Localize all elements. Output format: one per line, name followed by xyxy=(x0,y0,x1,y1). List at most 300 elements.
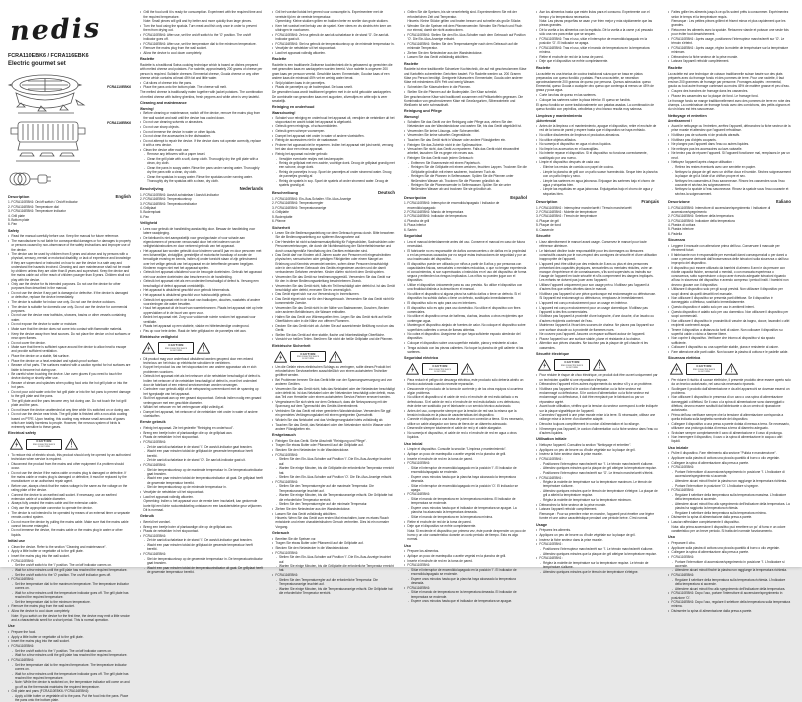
list-item xyxy=(140,227,263,235)
list-marker: • xyxy=(668,54,670,59)
list-item-text: Dompel het apparaat, het netsnoer of de netstekker niet onder in water of andere vloeistoffen. xyxy=(143,409,258,419)
electric-shock-warning-icon xyxy=(538,359,551,371)
list-marker: • xyxy=(536,93,538,98)
list-item-text: Nota: Las piezas pequeñas se asan y se fríen mejor y más rápidamente que las piezas grandes. xyxy=(539,19,653,28)
list-item-text: Reinig de accessoires niet in de vaatwasser. xyxy=(275,138,339,143)
list-marker: 1. xyxy=(668,205,671,210)
list-item-text: Scollegare il prodotto dall'alimentazione e da altri apparecchi se dovesse esserci un problema. xyxy=(671,386,790,395)
list-marker: - xyxy=(672,559,674,564)
list-item-text: Plancha de grill xyxy=(407,218,430,223)
list-marker: - xyxy=(540,569,542,574)
list-marker: • xyxy=(668,386,670,391)
list-marker: - xyxy=(144,565,146,570)
list-item-text: Espere unos minutos hasta que el indicador de temperatura se apague. xyxy=(411,599,513,604)
list-marker: 6. xyxy=(404,227,407,232)
list-item-text: Before use, always check that the mains voltage is the same as the voltage on the rating plate of the device. xyxy=(11,483,128,492)
list-subitem xyxy=(140,152,263,156)
list-item-text: N'utilisez pas d'objets coupants. xyxy=(671,137,717,142)
list-item-text: Connectez l'appareil à une prise murale mise à la terre. Si nécessaire, utilisez une rallonge mise à la terre d'un diamètre adapté. xyxy=(539,413,656,422)
list-marker: • xyxy=(8,461,10,466)
list-item-text: Do not leave the device unattended at any time while it is switched on or during use. xyxy=(11,407,130,412)
list-item-text: Bedek het apparaat niet. Zorg voor voldoende ruimte rondom het apparaat voor ventilatie. xyxy=(143,315,256,324)
list-marker: - xyxy=(408,576,410,581)
list-marker: - xyxy=(672,470,674,475)
list-item xyxy=(8,609,131,613)
list-marker: • xyxy=(8,483,10,488)
list-item-text: Attendez quelques minutes que le témoin de température s'éteigne. La plaque de gril a atteint la température requise. xyxy=(543,489,658,498)
list-item xyxy=(140,405,263,409)
list-item xyxy=(668,287,791,295)
initial-use-heading: Uso inicial xyxy=(404,441,423,446)
list-marker: • xyxy=(404,492,406,497)
list-item xyxy=(668,488,791,492)
list-item xyxy=(536,413,659,421)
list-item xyxy=(140,111,263,119)
list-marker: • xyxy=(668,591,670,596)
list-marker: • xyxy=(668,252,670,257)
list-item-text: Verwenden Sie das Gerät nur bestimmungsgemäß. Verwenden Sie das Gerät nur für den in dieser Bedienungsanleitung beschriebenen Zweck. xyxy=(275,274,391,283)
use-heading: Uso xyxy=(404,543,411,548)
list-item xyxy=(8,520,131,528)
list-subitem xyxy=(140,476,263,484)
list-item-text: Reinig het apparaat. Zie het gedeelte "Reiniging en onderhoud". xyxy=(143,426,234,431)
list-marker: • xyxy=(272,422,274,427)
list-item-text: Prepare the food. xyxy=(11,630,37,635)
list-subitem xyxy=(272,587,395,595)
list-marker: - xyxy=(408,474,410,479)
list-marker: • xyxy=(272,443,274,448)
list-item-text: FCRA110EBK6: Zet na gebruik de aan/uit-schakelaar in de stand 'O'. De aan/uit-indicator gaat uit. xyxy=(275,32,390,42)
list-marker: • xyxy=(668,430,670,435)
list-item-text: Dompel het apparaat niet onder in water of andere vloeistoffen. xyxy=(275,133,365,138)
list-item-text: No utilice el dispositivo si el cable de red o el enchufe de red está dañado o es defectuoso. Si el cable de red o el enchufe de red está dañado o es defectuoso, éste debe ser sustituido por el fabricante o un servicio técnico autorizado. xyxy=(407,395,521,408)
raclette-list xyxy=(404,85,527,94)
list-item-text: Insert the mains plug into the wall socket. xyxy=(11,639,70,644)
list-item xyxy=(536,55,659,59)
list-item xyxy=(404,586,527,590)
list-item-text: Pas op voor hete delen. Raak de hete grillplaat en de pannetjes niet aan. xyxy=(143,328,247,333)
list-item-text: Insérez la fiche secteur dans la prise murale. xyxy=(539,452,603,457)
section-header-spanish xyxy=(404,195,527,201)
list-item xyxy=(272,292,395,296)
list-item xyxy=(404,524,527,528)
list-item-text: Bereiten Sie die Speisen vor. xyxy=(275,536,317,541)
list-item xyxy=(536,306,659,314)
list-item-text: Nota: alla prima accensione il dispositivo può emettere un po' di fumo e un odore caratteristico per un breve periodo. Si tratta del normale funzionamento. xyxy=(671,524,786,533)
list-marker: • xyxy=(668,573,670,578)
figure-label: FCRA116EBK6 xyxy=(107,120,131,125)
list-subitem xyxy=(404,497,527,505)
parts-list xyxy=(668,206,791,236)
list-marker: • xyxy=(272,417,274,422)
list-item-text: Attendere alcuni minuti finché la piastra non raggiunge la temperatura richiesta. xyxy=(675,568,787,573)
raclette-heading: Raclette xyxy=(668,65,683,70)
list-item-text: Desenrolle siempre totalmente el cable de red y el cable alargador. xyxy=(407,426,502,431)
list-item-text: FCRA116EBK6: xyxy=(671,488,695,493)
general-warning-icon xyxy=(197,342,210,354)
list-item-text: Bottom plate xyxy=(11,217,30,222)
list-marker: • xyxy=(404,89,406,94)
caution-line-1: RISK OF ELECTRIC SHOCK xyxy=(428,369,452,372)
list-item xyxy=(272,231,395,239)
list-subitem xyxy=(272,161,395,169)
list-item-text: FCRA116EBK6: xyxy=(275,573,299,578)
list-item xyxy=(272,409,395,417)
list-item xyxy=(8,639,131,643)
list-marker: • xyxy=(140,279,142,284)
list-item xyxy=(536,98,659,102)
list-item xyxy=(140,431,263,435)
description-heading: Description xyxy=(8,193,30,199)
list-item xyxy=(140,426,263,430)
caution-title: CAUTION xyxy=(696,364,712,369)
list-marker: • xyxy=(404,386,406,391)
list-marker: • xyxy=(536,532,538,537)
list-marker: • xyxy=(536,404,538,409)
list-item xyxy=(272,516,395,529)
list-item xyxy=(536,341,659,349)
list-marker: - xyxy=(12,582,14,587)
list-item-text: FCRA116EBK6: xyxy=(407,585,431,590)
list-marker: • xyxy=(668,287,670,292)
list-item-text: Mantenga el dispositivo alejado de fuentes de calor. No coloque el dispositivo sobre superficies calientes o cerca de llamas abiertas. xyxy=(407,323,526,332)
list-item xyxy=(8,359,131,363)
list-marker: • xyxy=(668,456,670,461)
list-item xyxy=(272,306,395,314)
list-marker: - xyxy=(672,577,674,582)
list-marker: • xyxy=(8,558,10,563)
list-item-text: Set the on/off switch to the 'I' position. The on/off indicator comes on. xyxy=(15,563,112,568)
list-subitem xyxy=(272,457,395,465)
list-item xyxy=(404,431,527,439)
list-item-text: Before cleaning or maintenance, switch off the device, remove the mains plug from the wall socket and wait until the device has cooled down. xyxy=(143,111,261,120)
list-item xyxy=(8,577,131,581)
list-item xyxy=(140,374,263,387)
list-marker: • xyxy=(140,50,142,55)
list-item xyxy=(272,546,395,550)
list-item xyxy=(404,24,527,32)
list-subitem xyxy=(404,183,527,191)
list-item-text: Non immergere il dispositivo, il cavo o la spina di alimentazione in acqua o altri liquidi. xyxy=(671,435,783,444)
list-marker: • xyxy=(272,541,274,546)
list-marker: • xyxy=(8,492,10,497)
list-item-text: Corte lonchas de queso en las sartenes. xyxy=(539,93,597,98)
list-marker: - xyxy=(672,501,674,506)
list-item-text: FCRA116EBK6: xyxy=(143,552,167,556)
general-warning-icon xyxy=(593,359,606,371)
list-item-text: Leggere il manuale con attenzione prima dell'uso. Conservare il manuale per riferimenti futuri. xyxy=(671,243,780,253)
list-item xyxy=(404,301,527,305)
list-item-text: Non utilizzare il dispositivo in presenza di un cavo o una spina di alimentazione danneggiati o difettosi. Se il cavo o la spina di alimentazione sono danneggiati o difettosi, devono essere sostituiti dal fabbricante o da un centro di riparazione autorizzato. xyxy=(671,395,785,413)
list-marker: - xyxy=(276,466,278,471)
list-marker: 6. xyxy=(536,227,539,232)
list-marker: • xyxy=(272,511,274,516)
list-item-text: Do not use sharp objects. xyxy=(143,124,180,129)
list-subitem xyxy=(404,568,527,576)
list-item-text: FCRA116EBK6: After use, set the temperature dial to the minimum temperature. xyxy=(143,41,257,46)
list-item xyxy=(668,413,791,421)
list-item xyxy=(668,328,791,336)
list-marker: • xyxy=(404,314,406,319)
list-marker: • xyxy=(8,326,10,331)
list-subitem xyxy=(140,175,263,183)
list-item-text: Gebruik geen reinigings- of schuurmiddelen. xyxy=(275,124,338,129)
list-item xyxy=(404,19,527,23)
list-item-text: Zet de aan/uit-schakelaar in de stand 'O'. De aan/uit-indicator gaat uit. xyxy=(147,458,246,463)
list-marker: - xyxy=(12,680,14,685)
list-subitem xyxy=(272,578,395,586)
list-item-text: Positionnez l'interrupteur marche/arrêt sur 'I'. Le témoin marche/arrêt s'allume. xyxy=(543,461,654,466)
list-item-text: Prepare los alimentos. xyxy=(407,549,440,554)
list-marker: • xyxy=(404,23,406,28)
list-marker: • xyxy=(272,506,274,511)
initial-use-list xyxy=(8,545,131,622)
use-heading: Uso xyxy=(668,535,675,540)
list-item-text: N'utilisez pas l'appareil à proximité d'une baignoire, d'une douche, d'un lavabo ou d'autres récipients contenant de l'eau. xyxy=(539,314,654,323)
list-marker: • xyxy=(272,124,274,129)
list-item-text: Wait for a few minutes until the grill plate has reached the required temperature. xyxy=(15,653,128,658)
list-subitem xyxy=(8,680,131,688)
description-heading: Beschrijving xyxy=(140,186,164,192)
list-marker: - xyxy=(276,457,278,462)
list-marker: 1. xyxy=(404,201,407,206)
list-marker: - xyxy=(408,506,410,511)
list-item xyxy=(272,480,395,484)
list-marker: • xyxy=(404,563,406,568)
list-item-text: El dispositivo puede ser utilizado por niños a partir de 8 años y por personas con capacidades físicas, sensoriales o mentales reducidas, o que no tengan experiencia ni conocimientos, si son supervisados o instruidos en el uso del dispositivo de forma segura y entienden los riesgos implicados. Los niños no pueden jugar con el dispositivo. xyxy=(407,261,527,283)
list-item xyxy=(272,46,395,50)
list-item-text: Avant le nettoyage ou l'entretien, arrêtez l'appareil, débranchez la fiche secteur de la prise murale et attendez que l'appareil refroidisse. xyxy=(671,123,791,133)
list-marker: • xyxy=(668,336,670,341)
list-marker: • xyxy=(272,283,274,288)
list-marker: • xyxy=(140,138,142,143)
list-item-text: FCRA110EBK6: Ein-/Aus-Schalter / Ein-/Aus-Anzeige xyxy=(275,197,352,202)
list-subitem xyxy=(8,672,131,680)
list-item xyxy=(8,614,131,622)
list-item-text: Only use the device for its intended purposes. Do not use the device for other purposes than described in the manual. xyxy=(11,282,121,291)
list-marker: - xyxy=(672,492,674,497)
list-item-text: No utilice disolventes de limpieza ni productos abrasivos. xyxy=(539,132,621,137)
parts-list xyxy=(140,193,263,219)
initial-use-list xyxy=(668,451,791,533)
raclette-intro: Raclette is a traditional Swiss cooking technique which is based on dishes prepared with melted cheese and potatoes. For raclette, approximately 200 grams of cheese per person is required. Suitable cheeses: Emmental cheese, Gouda cheese or any other cheese which contains at least 45% fat and little water. xyxy=(140,63,263,80)
list-marker: - xyxy=(672,178,674,183)
list-item-text: Reinig de grillplaat met een zachte, vochtige doek. Droog de grillplaat grondig met een schone, droge doek. xyxy=(279,161,395,170)
list-item xyxy=(536,10,659,18)
list-item xyxy=(404,240,527,248)
electrical-safety-warning xyxy=(142,342,263,354)
list-item-text: Retire el enchufe de red de la toma de pared. xyxy=(407,519,472,524)
caution-line-1: RISK OF ELECTRIC SHOCK xyxy=(164,347,188,350)
list-marker: - xyxy=(540,470,542,475)
list-marker: • xyxy=(8,358,10,363)
list-subitem xyxy=(8,563,131,567)
list-item-text: Plaats het apparaat op een stabiele, vlakke en hittebestendige ondergrond. xyxy=(143,324,250,329)
caution-line-2: DO NOT OPEN xyxy=(302,358,314,361)
list-item-text: FCRA116EBK6 : Témoin de température xyxy=(539,214,598,219)
list-item-text: Positionnez l'interrupteur marche/arrêt sur 'I'. Le témoin marche/arrêt s'allume. xyxy=(543,546,654,551)
column-6 xyxy=(668,10,791,614)
safety-heading: Safety xyxy=(8,228,20,233)
list-marker: • xyxy=(668,550,670,555)
list-item xyxy=(404,554,527,558)
list-item xyxy=(536,452,659,456)
list-item xyxy=(272,541,395,545)
column-5 xyxy=(536,10,659,574)
list-item-text: Reinig het apparaat na ieder gebruik: xyxy=(275,151,328,156)
list-item xyxy=(8,341,131,345)
list-marker: • xyxy=(668,37,670,42)
list-item xyxy=(668,431,791,435)
list-item-text: Turn the food using the spatula. Turn meat and fish only once in order to prevent them from drying out. xyxy=(143,23,257,33)
section-header-italian xyxy=(668,199,791,205)
list-marker: • xyxy=(140,226,142,231)
list-item-text: Do not pour cold water onto the hot grill plate or into the hot pans to prevent damage to the grill plate and the pans. xyxy=(11,389,131,399)
list-item xyxy=(8,222,131,226)
list-item-text: Regolare il selettore della temperatura sulla temperatura massima. L'indicatore della temperatura si accende. xyxy=(675,492,787,502)
clean-after-use-list xyxy=(668,160,791,196)
list-item-text: Do not clean the accessories in the dishwasher. xyxy=(143,134,211,139)
list-marker: • xyxy=(140,409,142,414)
list-marker: • xyxy=(404,55,406,60)
list-marker: • xyxy=(536,426,538,431)
list-item xyxy=(668,19,791,27)
list-marker: 2. xyxy=(140,197,143,202)
list-marker: 2. xyxy=(668,214,671,219)
list-item-text: Note: If you switch on the device for the first time, the device may emit a little smoke and a characteristic smell for a short period. This is normal operation. xyxy=(11,613,130,622)
list-item-text: FCRA110EBK6: xyxy=(671,554,695,559)
list-marker: • xyxy=(404,156,406,161)
list-marker: • xyxy=(8,313,10,318)
list-item xyxy=(536,476,659,480)
list-item-text: Reinigen Sie die Pfannen in Seifenwasser. Spülen Sie die Pfannen unter fließendem Wasser ab. Trocknen Sie die Pfannen gründlich ab. xyxy=(411,174,514,183)
list-item-text: Bereid het voedsel. xyxy=(143,519,171,524)
list-item-text: N'utilisez pas l'appareil si une pièce quelconque est endommagée ou défectueuse. Si l'appareil est endommagé ou défectueux, remplacez-le immédiatement. xyxy=(539,292,656,301)
list-marker: 4. xyxy=(536,218,539,223)
list-marker: • xyxy=(536,248,538,253)
list-item xyxy=(668,10,791,18)
list-item-text: FCRA116EBK6: Mando de temperatura xyxy=(407,209,464,214)
list-item xyxy=(140,329,263,333)
list-marker: - xyxy=(144,556,146,561)
list-item xyxy=(668,345,791,349)
list-marker: • xyxy=(272,400,274,405)
list-item xyxy=(140,130,263,134)
list-item-text: Pan xyxy=(143,214,150,219)
list-item-text: Ziehen Sie den Netzstecker aus der Wandsteckdose. xyxy=(275,506,351,511)
list-item-text: Place the device on a heat-resistant and splash-proof surface. xyxy=(11,358,99,363)
list-marker: • xyxy=(8,501,10,506)
list-marker: 4. xyxy=(140,206,143,211)
list-item xyxy=(536,528,659,532)
list-item xyxy=(8,390,131,398)
list-item xyxy=(536,228,659,232)
list-item xyxy=(8,412,131,429)
list-subitem xyxy=(140,449,263,457)
list-item-text: FCRA116EBK6: xyxy=(143,462,167,467)
list-item xyxy=(8,511,131,519)
list-item-text: FCRA110EBK6: On/off switch / On/off indicator xyxy=(11,200,78,205)
list-item xyxy=(536,133,659,137)
list-item xyxy=(8,408,131,412)
list-item-text: Disconnect the product from the mains and other equipment if a problem should occur. xyxy=(11,461,124,470)
list-marker: • xyxy=(536,98,538,103)
list-item-text: FCRA110EBK6: xyxy=(11,644,35,648)
list-marker: • xyxy=(140,32,142,37)
list-item xyxy=(404,306,527,314)
list-marker: • xyxy=(8,282,10,287)
list-item-text: Applicare sulla piastra di cottura una piccola quantità di burro o olio vegetale. xyxy=(671,456,780,461)
list-marker: • xyxy=(140,315,142,320)
use-list xyxy=(272,537,395,595)
list-item-text: Keer het voedsel met behulp van de spatel. Keer vlees en vis slechts één keer om uitdrogen te voorkomen. xyxy=(275,23,392,33)
list-item-text: Versuchen Sie nicht, das Gerät zu reparieren. Falls das Gerät nicht einwandfrei arbeitet, tauschen Sie es gegen ein neues aus. xyxy=(407,147,520,156)
list-item-text: FCRA110EBK6: xyxy=(407,461,431,466)
list-item-text: De fabrikant is niet aansprakelijk voor gevolgschade of voor schade aan eigendommen of personen veroorzaakt door het niet naleven van de veiligheidsinstructies en door verkeerd gebruik van het apparaat. xyxy=(143,235,245,249)
list-marker: • xyxy=(668,10,670,15)
list-item-text: Conecte el dispositivo a una toma de pared con conexión a tierra. Si es necesario, utilice un cable alargador con toma de tierra de un diámetro adecuado. xyxy=(407,417,524,426)
list-item-text: Laat het apparaat volledig afkoelen. xyxy=(143,494,194,499)
list-item-text: Breng een beetje boter of plantaardige olie op de grillplaat aan. xyxy=(143,430,233,435)
list-item xyxy=(536,160,659,164)
list-item-text: Gebruik het apparaat niet als een onderdeel beschadigd of defect is. Vervang een beschadigd of defect apparaat onmiddellijk. xyxy=(143,279,259,288)
list-marker: • xyxy=(140,124,142,129)
list-item xyxy=(8,322,131,326)
list-item-text: Débranchez l'appareil et les autres équipements du secteur s'il y a un problème. xyxy=(539,382,653,387)
list-item-text: Verwijder de netstekker uit het stopcontact. xyxy=(275,46,337,51)
list-marker: 2. xyxy=(8,204,11,209)
list-item xyxy=(272,124,395,128)
list-marker: 6. xyxy=(272,219,275,224)
list-item xyxy=(404,133,527,137)
list-marker: • xyxy=(536,452,538,457)
list-item-text: FCRA110EBK6: xyxy=(11,558,35,563)
list-item-text: Collocare il dispositivo su una superficie stabile, piana e resistente al calore. xyxy=(671,345,779,350)
list-item-text: Gebruik het apparaat niet als het netsnoer of de netstekker beschadigd of defect is. Indien het netsnoer of de netstekker beschadigd of defect is, moet het onderdeel door de fabrikant of een erkend servicecentrum worden vervangen. xyxy=(143,374,261,387)
list-item xyxy=(140,306,263,314)
list-marker: • xyxy=(8,252,10,257)
list-marker: • xyxy=(404,345,406,350)
list-item-text: Retirez les restes éventuels avec une serviette en papier. xyxy=(675,165,756,169)
list-item-text: Bei Problemen trennen Sie das Gerät bitte von der Spannungsversorgung und von anderen Geräten. xyxy=(275,378,392,387)
list-item xyxy=(668,138,791,142)
list-item xyxy=(8,549,131,553)
list-item xyxy=(404,426,527,430)
list-item-text: FCRA110EBK6: xyxy=(671,465,695,470)
use-list xyxy=(404,549,527,603)
list-marker: • xyxy=(140,365,142,370)
list-item xyxy=(272,333,395,337)
list-item-text: Allow the device to cool down completely. xyxy=(143,50,202,55)
list-item xyxy=(140,279,263,287)
safety-heading: Sécurité xyxy=(536,233,551,238)
list-item xyxy=(404,283,527,291)
list-item-text: Coloque las sartenes sobre la placa inferior. El queso se fundirá. xyxy=(539,98,631,103)
list-item xyxy=(404,85,527,89)
list-item-text: Lea el manual detenidamente antes del uso. Conserve el manual en caso de futura necesidad. xyxy=(407,239,525,248)
list-item-text: Débranchez la fiche secteur de la prise murale. xyxy=(539,502,607,507)
use-list xyxy=(8,630,131,702)
list-item-text: Plaats de pannetjes op de bodemplaat. De kaas smelt. xyxy=(275,85,353,90)
list-marker: - xyxy=(672,187,674,192)
list-item-text: Stellen Sie den Ein-/Aus-Schalter auf Position 'I'. Die Ein-/Aus-Anzeige leuchtet auf. xyxy=(279,457,391,466)
list-item-text: Nettoyez l'appareil après chaque utilisation : xyxy=(671,160,734,165)
list-marker: - xyxy=(144,485,146,490)
list-marker: • xyxy=(8,470,10,475)
list-marker: • xyxy=(404,119,406,124)
list-item-text: Wenden Sie die Speisen mit dem Pfannenwender. Wenden Sie Fleisch und Fisch nur einmal, damit sie nicht austrocknen. xyxy=(407,23,523,33)
list-subitem xyxy=(140,543,263,551)
